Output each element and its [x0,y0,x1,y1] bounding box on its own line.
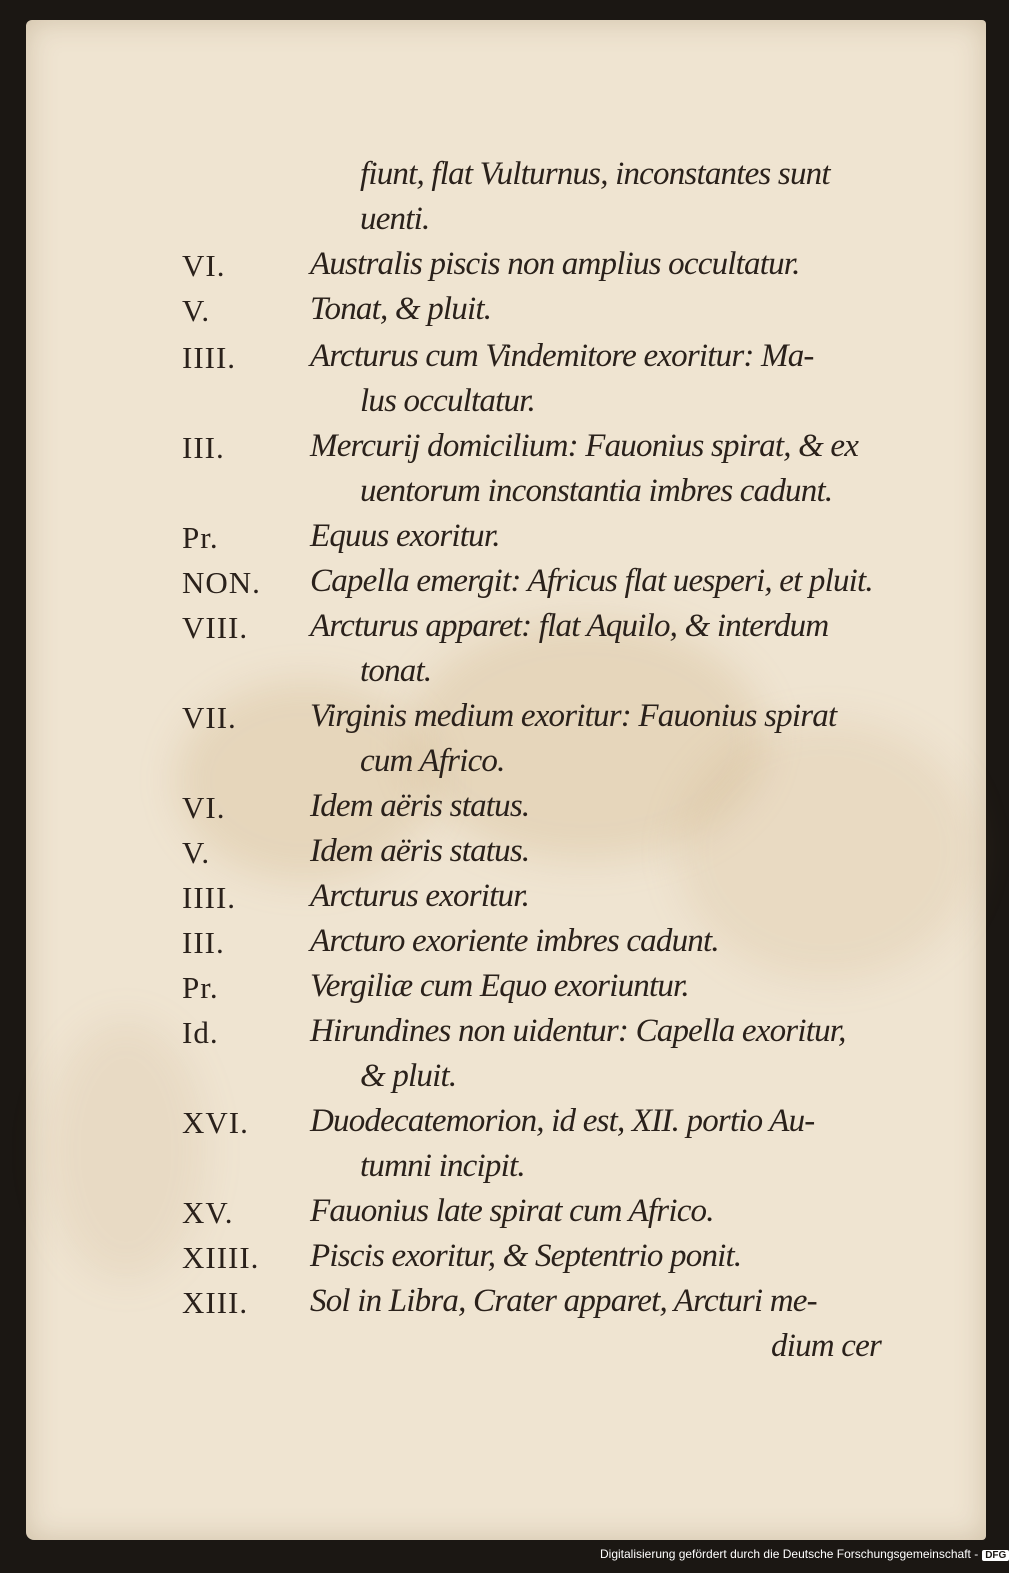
entry-text: Idem aëris status. [310,833,530,869]
catchword: dium cer [771,1328,881,1364]
day-numeral: NON. [182,565,261,600]
entry-text: Sol in Libra, Crater apparet, Arcturi me- [310,1283,817,1319]
day-numeral: Id. [182,1015,219,1050]
day-numeral: III. [182,430,225,465]
entry-text-continued: lus occultatur. [360,383,535,419]
entry-text: Hirundines non uidentur: Capella exoritur, [310,1013,846,1049]
entry-text: Piscis exoritur, & Septentrio ponit. [310,1238,742,1274]
entry-text: Arcturus apparet: flat Aquilo, & interdum [310,608,829,644]
day-numeral: V. [182,293,211,328]
day-numeral: Pr. [182,520,219,555]
book-page [26,20,986,1540]
footer-text: Digitalisierung gefördert durch die Deutsche Forschungsgemeinschaft - [600,1547,979,1561]
entry-text-continued: uentorum inconstantia imbres cadunt. [360,473,833,509]
entry-text-continued: cum Africo. [360,743,505,779]
day-numeral: IIII. [182,880,237,915]
entry-text: Capella emergit: Africus flat uesperi, et pluit. [310,563,873,599]
entry-text-continued: tumni incipit. [360,1148,525,1184]
entry-text: Tonat, & pluit. [310,291,492,327]
dfg-logo: DFG [982,1550,1009,1561]
entry-text-continued: uenti. [360,201,430,237]
entry-text: Arcturus cum Vindemitore exoritur: Ma- [310,338,814,374]
entry-text-continued: tonat. [360,653,432,689]
entry-text: Arcturo exoriente imbres cadunt. [310,923,719,959]
entry-text: Idem aëris status. [310,788,530,824]
day-numeral: XIII. [182,1285,249,1320]
entry-text: Fauonius late spirat cum Africo. [310,1193,714,1229]
day-numeral: Pr. [182,970,219,1005]
day-numeral: XVI. [182,1105,249,1140]
day-numeral: IIII. [182,340,237,375]
day-numeral: VIII. [182,610,249,645]
entry-text: fiunt, flat Vulturnus, inconstantes sunt [360,156,830,192]
entry-text: Virginis medium exoritur: Fauonius spirat [310,698,837,734]
entry-text: Arcturus exoritur. [310,878,530,914]
entry-text: Mercurij domicilium: Fauonius spirat, & ex [310,428,859,464]
day-numeral: VII. [182,700,237,735]
day-numeral: XV. [182,1195,234,1230]
entry-text: Vergiliæ cum Equo exoriuntur. [310,968,689,1004]
entry-text: Equus exoritur. [310,518,500,554]
calendar-entries [26,20,986,1540]
entry-text-continued: & pluit. [360,1058,457,1094]
day-numeral: VI. [182,248,226,283]
digitization-footer [600,1547,1007,1567]
entry-text: Duodecatemorion, id est, XII. portio Au- [310,1103,815,1139]
day-numeral: V. [182,835,211,870]
entry-text: Australis piscis non amplius occultatur. [310,246,800,282]
day-numeral: VI. [182,790,226,825]
day-numeral: XIIII. [182,1240,260,1275]
day-numeral: III. [182,925,225,960]
